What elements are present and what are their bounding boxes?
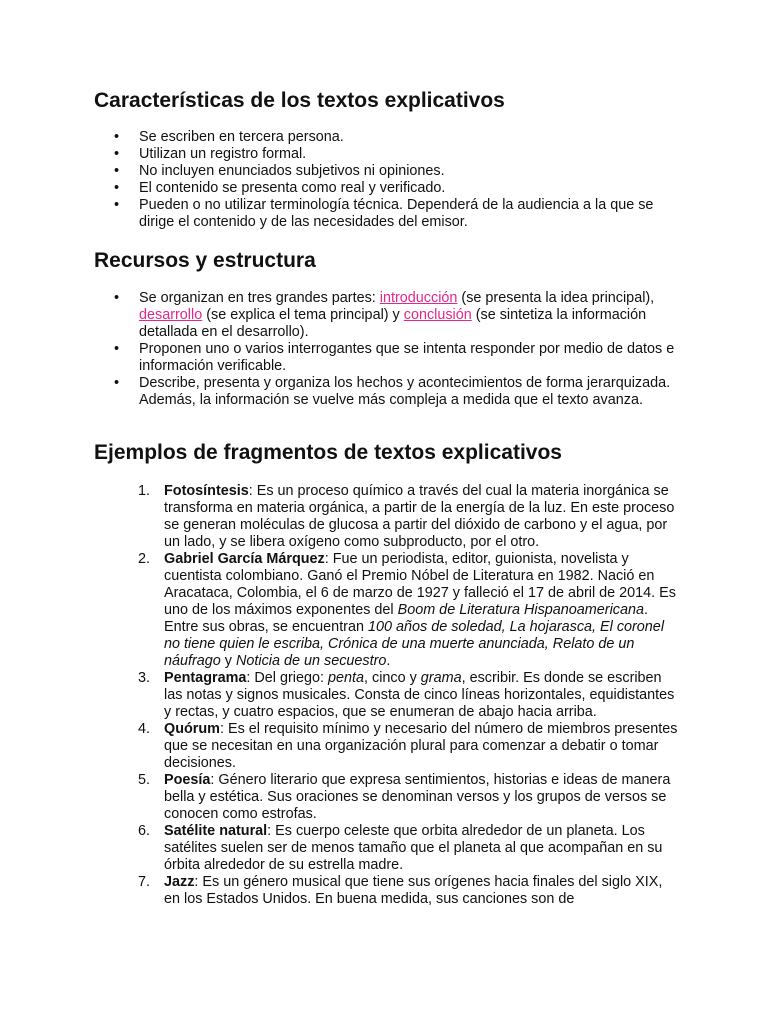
list-recursos xyxy=(0,290,680,409)
list-number: 7. xyxy=(138,874,151,890)
list-number: 6. xyxy=(138,823,151,839)
term: Jazz xyxy=(164,874,195,890)
bullet: • xyxy=(114,375,120,391)
list-number: 3. xyxy=(138,670,151,686)
list-item: • Utilizan un registro formal. xyxy=(114,146,307,162)
list-item: 4. Quórum: Es el requisito mínimo y necesario del número de miembros presentes que se necesitan en una organización plural para comenzar a debatir o tomar decisiones. xyxy=(138,721,678,771)
heading-ejemplos: Ejemplos de fragmentos de textos explicativos xyxy=(94,441,562,464)
bullet: • xyxy=(114,129,120,145)
list-item: 2. Gabriel García Márquez: Fue un periodista, editor, guionista, novelista y cuentista colombiano. Ganó el Premio Nóbel de Literatura en 1982. Nació en Aracataca, Colombia, el 6 de marzo de 1927 y falleció el 17 de abril de 2014. Es uno de los máximos exponentes del Boom de Literatura Hispanoamericana. Entre sus obras, se encuentran 100 años de soledad, La hojarasca, El coronel no tiene quien le escriba, Crónica de una muerte anunciada, Relato de un náufrago y Noticia de un secuestro. xyxy=(138,551,676,669)
list-item: • No incluyen enunciados subjetivos ni opiniones. xyxy=(114,163,445,179)
list-caracteristicas xyxy=(0,129,680,231)
list-item: • Proponen uno o varios interrogantes que se intenta responder por medio de datos e información verificable. xyxy=(114,341,675,374)
list-number: 1. xyxy=(138,483,151,499)
term: Poesía xyxy=(164,772,211,788)
list-item: 3. Pentagrama: Del griego: penta, cinco y grama, escribir. Es donde se escriben las notas y signos musicales. Consta de cinco líneas horizontales, equidistantes y rectas, y cuatro espacios, que se enumeran de abajo hacia arriba. xyxy=(138,670,675,720)
bullet: • xyxy=(114,180,120,196)
link-conclusion[interactable]: conclusión xyxy=(403,307,472,323)
bullet: • xyxy=(114,341,120,357)
list-item: 6. Satélite natural: Es cuerpo celeste que orbita alrededor de un planeta. Los satélites suelen ser de menos tamaño que el planeta al que acompañan en su órbita alrededor de su estrella madre. xyxy=(138,823,663,873)
list-number: 2. xyxy=(138,551,151,567)
term: Satélite natural xyxy=(164,823,268,839)
term: Quórum xyxy=(164,721,220,737)
heading-caracteristicas: Características de los textos explicativos xyxy=(94,89,505,112)
heading-recursos: Recursos y estructura xyxy=(94,249,316,272)
list-item: • Pueden o no utilizar terminología técnica. Dependerá de la audiencia a la que se dirige el contenido y de las necesidades del emisor. xyxy=(114,197,654,230)
bullet: • xyxy=(114,163,120,179)
bullet: • xyxy=(114,290,120,306)
list-item: • Se escriben en tercera persona. xyxy=(114,129,344,145)
list-item: • Se organizan en tres grandes partes: introducción (se presenta la idea principal), desarrollo (se explica el tema principal) y conclusión (se sintetiza la información detallada en el desarrollo). xyxy=(114,290,655,340)
term: Pentagrama xyxy=(164,670,247,686)
list-item: 1. Fotosíntesis: Es un proceso químico a través del cual la materia inorgánica se transforma en materia orgánica, a partir de la energía de la luz. En este proceso se generan moléculas de glucosa a partir del dióxido de carbono y el agua, por un lado, y se libera oxígeno como subproducto, por el otro. xyxy=(138,483,675,550)
bullet: • xyxy=(114,197,120,213)
list-item: • Describe, presenta y organiza los hechos y acontecimientos de forma jerarquizada. Además, la información se vuelve más compleja a medida que el texto avanza. xyxy=(114,375,671,408)
bullet: • xyxy=(114,146,120,162)
list-item: 7. Jazz: Es un género musical que tiene sus orígenes hacia finales del siglo XIX, en los Estados Unidos. En buena medida, sus canciones son de xyxy=(138,874,663,907)
term: Gabriel García Márquez xyxy=(164,551,325,567)
list-item: • El contenido se presenta como real y verificado. xyxy=(114,180,446,196)
list-number: 4. xyxy=(138,721,151,737)
link-introduccion[interactable]: introducción xyxy=(379,290,458,306)
term: Fotosíntesis xyxy=(164,483,249,499)
list-ejemplos xyxy=(0,483,680,908)
list-item: 5. Poesía: Género literario que expresa sentimientos, historias e ideas de manera bella y estética. Sus oraciones se denominan versos y los grupos de versos se conocen como estrofas. xyxy=(138,772,671,822)
link-desarrollo[interactable]: desarrollo xyxy=(139,307,203,323)
list-number: 5. xyxy=(138,772,151,788)
